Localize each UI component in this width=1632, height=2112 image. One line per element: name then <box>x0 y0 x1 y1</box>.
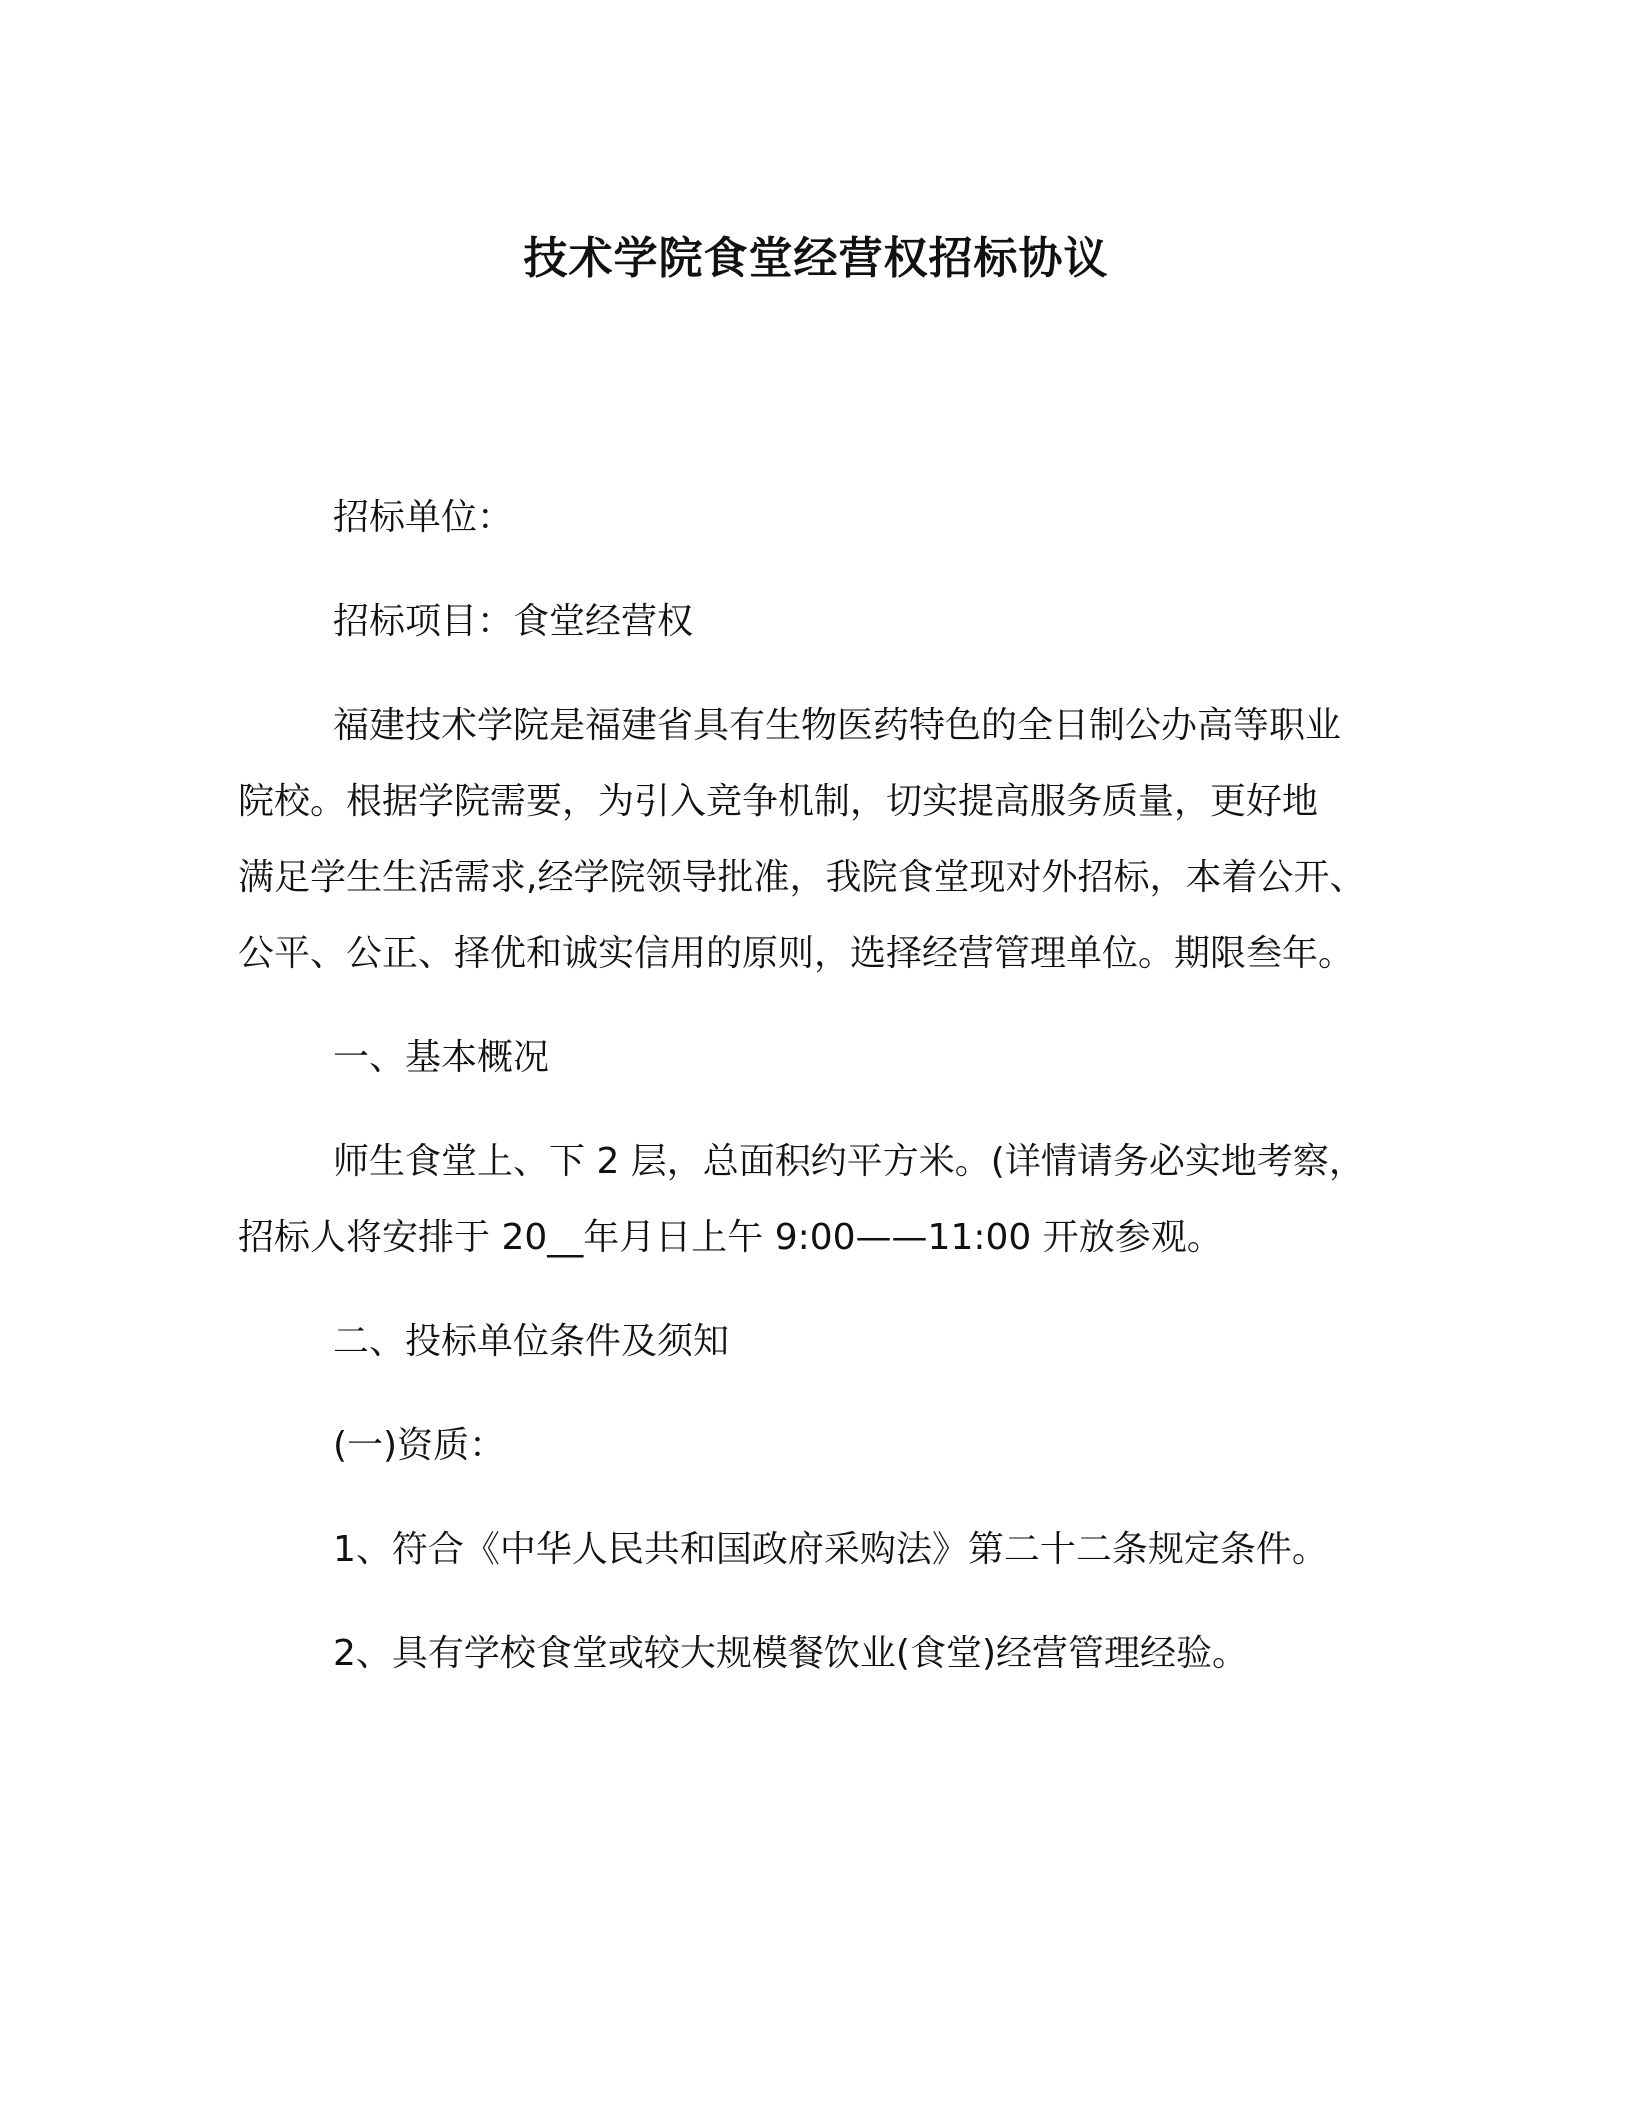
document-title: 技术学院食堂经营权招标协议 <box>523 233 1109 284</box>
section2-heading: 二、投标单位条件及须知 <box>333 1321 730 1362</box>
intro-paragraph-line-4: 公平、公正、择优和诚实信用的原则，选择经营管理单位。期限叁年。 <box>238 933 1355 974</box>
section1-heading: 一、基本概况 <box>333 1037 550 1078</box>
tender-project-line: 招标项目：食堂经营权 <box>333 601 694 642</box>
intro-paragraph-line-3: 满足学生生活需求,经学院领导批准，我院食堂现对外招标，本着公开、 <box>238 857 1366 898</box>
intro-paragraph-line-2: 院校。根据学院需要，为引入竞争机制，切实提高服务质量，更好地 <box>238 781 1319 822</box>
section2-item-2: 2、具有学校食堂或较大规模餐饮业(食堂)经营管理经验。 <box>333 1633 1248 1674</box>
section2-sub1: (一)资质： <box>333 1425 506 1466</box>
section2-item-1: 1、符合《中华人民共和国政府采购法》第二十二条规定条件。 <box>333 1529 1328 1570</box>
section1-line-2: 招标人将安排于 20__年月日上午 9:00——11:00 开放参观。 <box>238 1217 1223 1258</box>
intro-paragraph-line-1: 福建技术学院是福建省具有生物医药特色的全日制公办高等职业 <box>333 705 1342 746</box>
tender-unit-line: 招标单位： <box>333 497 514 538</box>
section1-line-1: 师生食堂上、下 2 层，总面积约平方米。(详情请务必实地考察， <box>333 1141 1365 1182</box>
